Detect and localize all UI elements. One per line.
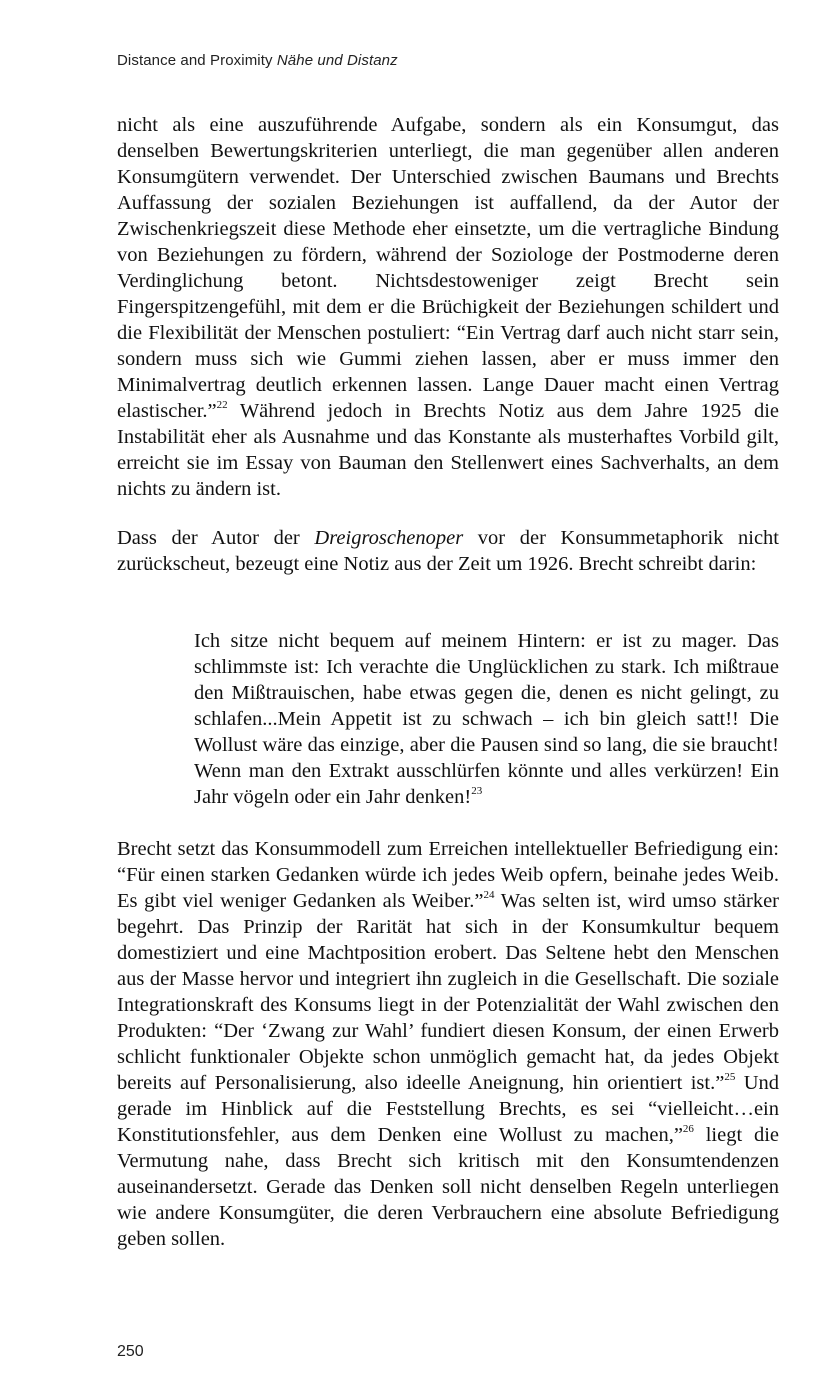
header-title-en: Distance and Proximity: [117, 52, 273, 69]
paragraph-3-part2: Was selten ist, wird umso stärker begehrt. Das Prinzip der Rarität hat sich in der Konsumkultur bequem domestiziert und eine Machtposition erobert. Das Seltene hebt den Menschen aus der Masse hervor und integriert ihn zugleich in die Gesellschaft. Die soziale Integrationskraft des Konsums liegt in der Potenzialität der Wahl zwischen den Produkten: “Der ‘Zwang zur Wahl’ fundiert diesen Konsum, der einen Erwerb schlicht funktionaler Objekte schon unmöglich gemacht hat, da jedes Objekt bereits auf Personalisierung, also ideelle Aneignung, hin orientiert ist.”: [117, 890, 779, 1094]
paragraph-1-text: nicht als eine auszuführende Aufgabe, sondern als ein Konsumgut, das denselben Bewertungskriterien unterliegt, die man gegenüber allen anderen Konsumgütern verwendet. Der Unterschied zwischen Baumans und Brechts Auffassung der sozialen Beziehungen ist auffallend, da der Autor der Zwischenkriegszeit diese Methode eher einsetzte, um die vertragliche Bindung von Beziehungen zu fördern, während der Soziologe der Postmoderne deren Verdinglichung betont. Nichtsdestoweniger zeigt Brecht sein Fingerspitzengefühl, mit dem er die Brüchigkeit der Beziehungen schildert und die Flexibilität der Menschen postuliert: “Ein Vertrag darf auch nicht starr sein, sondern muss sich wie Gummi ziehen lassen, aber er muss immer den Minimalvertrag deutlich erkennen lassen. Lange Dauer macht einen Vertrag elastischer.”: [117, 114, 779, 422]
paragraph-1-text-after: Während jedoch in Brechts Notiz aus dem Jahre 1925 die Instabilität eher als Ausnahme und das Konstante als musterhaftes Vorbild gilt, erreicht sie im Essay von Bauman den Stellenwert eines Sachverhalts, an dem nichts zu ändern ist.: [117, 400, 779, 500]
running-header: [117, 52, 398, 69]
footnote-ref-24[interactable]: 24: [483, 889, 495, 902]
block-quote-text: Ich sitze nicht bequem auf meinem Hintern: er ist zu mager. Das schlimmste ist: Ich verachte die Unglücklichen zu stark. Ich mißtraue den Mißtrauischen, habe etwas gegen die, denen es nicht gelingt, zu schlafen...Mein Appetit ist zu schwach – ich bin gleich satt!! Die Wollust wäre das einzige, aber die Pausen sind so lang, die sie braucht! Wenn man den Extrakt ausschlürfen könnte und alles verkürzen! Ein Jahr vögeln oder ein Jahr denken!: [194, 630, 779, 808]
paragraph-2-before: Dass der Autor der: [117, 527, 315, 549]
page-number: 250: [117, 1343, 144, 1360]
paragraph-1: [117, 112, 779, 502]
paragraph-2: [117, 525, 779, 577]
footnote-ref-22[interactable]: 22: [216, 399, 228, 412]
paragraph-3: [117, 836, 779, 1252]
paragraph-2-after: vor der Konsummetaphorik nicht zurückscheut, bezeugt eine Notiz aus der Zeit um 1926. Brecht schreibt darin:: [117, 527, 779, 575]
header-title-de: Nähe und Distanz: [276, 52, 398, 69]
paragraph-3-part1: Brecht setzt das Konsummodell zum Erreichen intellektueller Befriedigung ein: “Für einen starken Gedanken würde ich jedes Weib opfern, beinahe jedes Weib. Es gibt viel weniger Gedanken als Weiber.”: [117, 838, 779, 912]
footnote-ref-25[interactable]: 25: [724, 1071, 736, 1084]
paragraph-3-part3: Und gerade im Hinblick auf die Feststellung Brechts, es sei “vielleicht…ein Konstitutionsfehler, aus dem Denken eine Wollust zu machen,”: [117, 1072, 779, 1146]
block-quote: [194, 628, 779, 810]
work-title: Dreigroschenoper: [314, 527, 464, 549]
paragraph-3-part4: liegt die Vermutung nahe, dass Brecht sich kritisch mit den Konsumtendenzen auseinandersetzt. Gerade das Denken soll nicht denselben Regeln unterliegen wie andere Konsumgüter, die deren Verbrauchern eine absolute Befriedigung geben sollen.: [117, 1124, 779, 1250]
footnote-ref-23[interactable]: 23: [471, 785, 483, 798]
footnote-ref-26[interactable]: 26: [682, 1123, 694, 1136]
